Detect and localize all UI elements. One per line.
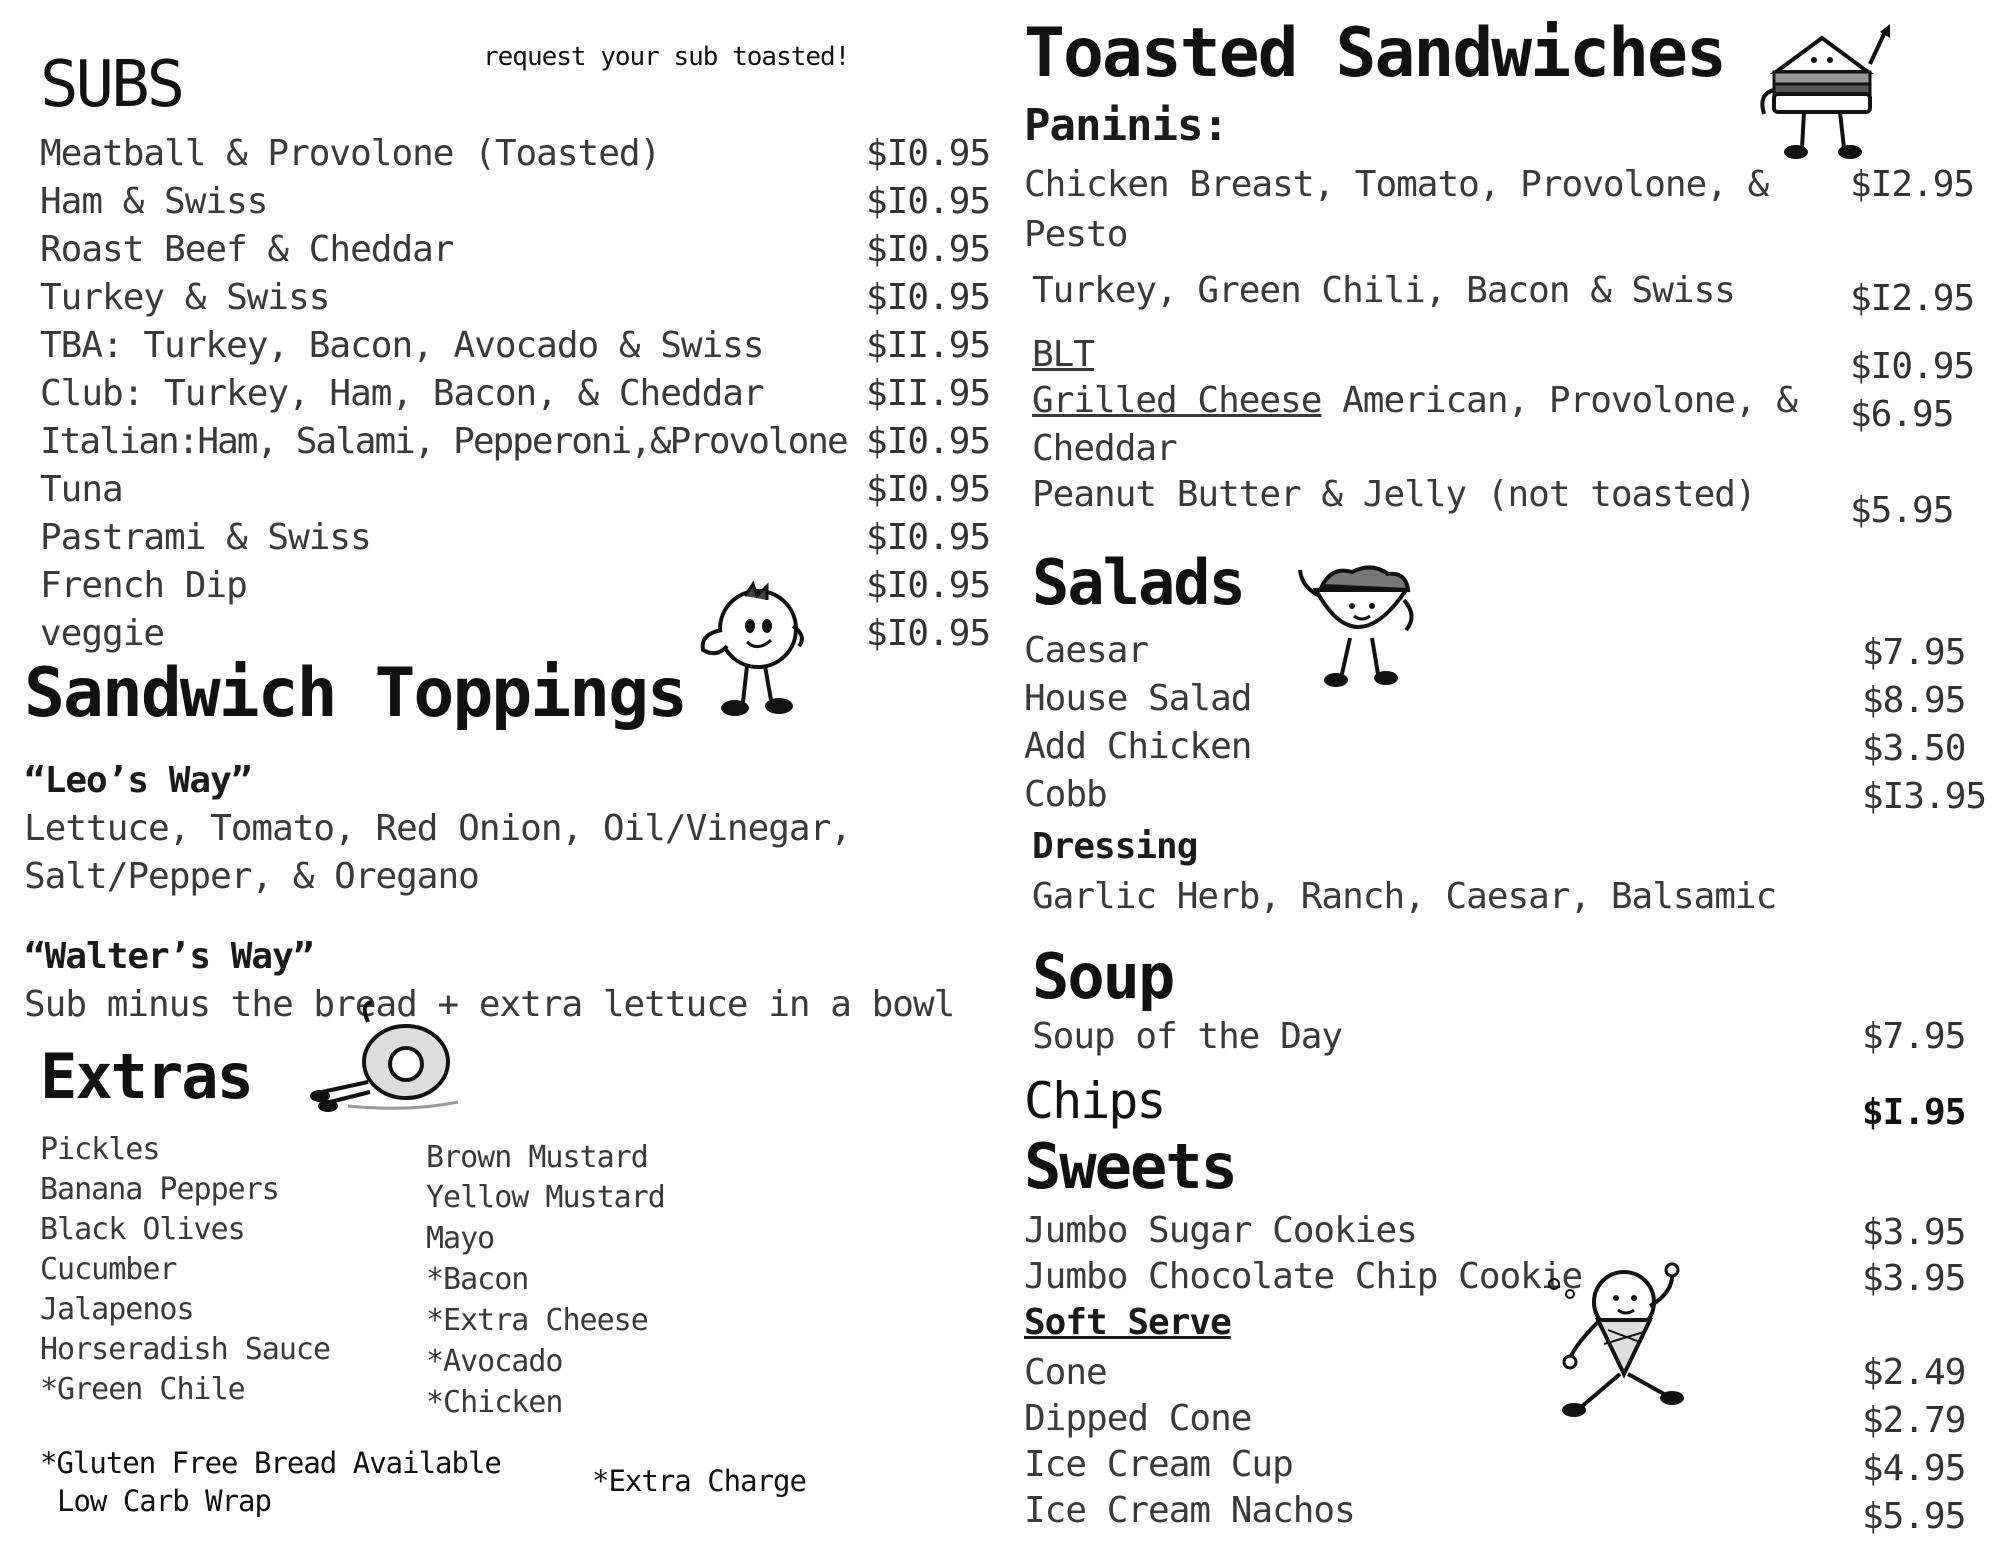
panini-name: Chicken Breast, Tomato, Provolone, & (1024, 164, 1769, 205)
grilled-cheese-name: Grilled Cheese (1032, 380, 1322, 421)
sweet-item-name: Jumbo Chocolate Chip Cookie (1024, 1256, 1583, 1297)
salads-title: Salads (1032, 546, 1244, 619)
extra-item: Black Olives (40, 1212, 245, 1247)
sub-item-name: Pastrami & Swiss (40, 517, 371, 558)
sub-item-name: Tuna (40, 469, 123, 510)
sub-item-name: Meatball & Provolone (Toasted) (40, 133, 661, 174)
grilled-cheese-desc-line2: Cheddar (1032, 428, 1177, 469)
extra-item: Banana Peppers (40, 1172, 279, 1207)
sandwich-mascot (1752, 24, 1892, 164)
panini-price: $I2.95 (1850, 278, 1975, 319)
sub-item-price: $I0.95 (866, 613, 991, 654)
subs-title: SUBS (40, 48, 183, 122)
extra-item: Horseradish Sauce (40, 1332, 331, 1367)
soft-serve-item-price: $5.95 (1862, 1496, 1966, 1537)
dressings-list: Garlic Herb, Ranch, Caesar, Balsamic (1032, 876, 1777, 917)
toasted-sandwiches-title: Toasted Sandwiches (1024, 14, 1725, 93)
sub-item-price: $I0.95 (866, 181, 991, 222)
salad-item-price: $I3.95 (1862, 776, 1987, 817)
extra-item: *Avocado (426, 1344, 563, 1379)
soft-serve-label: Soft Serve (1024, 1302, 1231, 1343)
toast-note: request your sub toasted! (483, 42, 850, 72)
extra-charge-note: *Extra Charge (592, 1464, 806, 1498)
sub-item-name: Club: Turkey, Ham, Bacon, & Cheddar (40, 373, 764, 414)
sub-item-price: $I0.95 (866, 229, 991, 270)
pbj-price: $5.95 (1850, 490, 1954, 531)
salad-bowl-mascot (1292, 560, 1422, 695)
soup-title: Soup (1032, 940, 1174, 1013)
soft-serve-item-price: $2.49 (1862, 1352, 1966, 1393)
extra-item: Pickles (40, 1132, 160, 1167)
chips-price: $I.95 (1862, 1092, 1966, 1133)
toppings-title: Sandwich Toppings (24, 654, 686, 733)
blt-name: BLT (1032, 334, 1095, 375)
grilled-cheese-price: $6.95 (1850, 394, 1954, 435)
sub-item-name: French Dip (40, 565, 247, 606)
sub-item-price: $II.95 (866, 373, 991, 414)
tomato-mascot (695, 574, 810, 724)
sub-item-name: Ham & Swiss (40, 181, 268, 222)
sub-item-price: $I0.95 (866, 277, 991, 318)
soup-item-name: Soup of the Day (1032, 1016, 1343, 1057)
extra-item: Jalapenos (40, 1292, 194, 1327)
walters-way-desc: Sub minus the bread + extra lettuce in a bowl (24, 984, 955, 1025)
extra-item: *Bacon (426, 1262, 529, 1297)
sub-item-price: $I0.95 (866, 421, 991, 462)
soft-serve-item-price: $2.79 (1862, 1400, 1966, 1441)
sub-item-price: $I0.95 (866, 517, 991, 558)
panini-name: Turkey, Green Chili, Bacon & Swiss (1032, 270, 1735, 311)
leos-way-desc: Salt/Pepper, & Oregano (24, 856, 479, 897)
salad-item-name: Cobb (1024, 774, 1107, 815)
salad-item-price: $7.95 (1862, 632, 1966, 673)
extra-item: *Green Chile (40, 1372, 245, 1407)
grilled-cheese-row (1032, 380, 1797, 421)
sub-item-price: $I0.95 (866, 469, 991, 510)
sub-item-price: $I0.95 (866, 133, 991, 174)
sub-item-name: Italian:Ham, Salami, Pepperoni,&Provolone (40, 421, 847, 462)
sweet-item-price: $3.95 (1862, 1258, 1966, 1299)
leos-way-title: “Leo’s Way” (24, 760, 252, 801)
sub-item-price: $II.95 (866, 325, 991, 366)
extra-item: Cucumber (40, 1252, 177, 1287)
panini-price: $I2.95 (1850, 164, 1975, 205)
extra-item: *Extra Cheese (426, 1303, 648, 1338)
sweet-item-price: $3.95 (1862, 1212, 1966, 1253)
dressing-label: Dressing (1032, 826, 1198, 867)
extra-item: Brown Mustard (426, 1140, 648, 1175)
soup-item-price: $7.95 (1862, 1016, 1966, 1057)
avocado-mascot (308, 1002, 468, 1112)
sub-item-name: Turkey & Swiss (40, 277, 330, 318)
soft-serve-item-name: Cone (1024, 1352, 1107, 1393)
extras-title: Extras (40, 1040, 252, 1113)
extra-item: Yellow Mustard (426, 1180, 665, 1215)
sweets-title: Sweets (1024, 1130, 1236, 1203)
grilled-cheese-desc: American, Provolone, & (1321, 380, 1797, 421)
salad-item-name: Add Chicken (1024, 726, 1252, 767)
blt-price: $I0.95 (1850, 346, 1975, 387)
soft-serve-item-name: Ice Cream Nachos (1024, 1490, 1355, 1531)
salad-item-price: $8.95 (1862, 680, 1966, 721)
leos-way-desc: Lettuce, Tomato, Red Onion, Oil/Vinegar, (24, 808, 851, 849)
extra-item: Mayo (426, 1221, 495, 1256)
soft-serve-item-name: Dipped Cone (1024, 1398, 1252, 1439)
chips-title: Chips (1024, 1072, 1165, 1130)
paninis-label: Paninis: (1024, 100, 1228, 151)
soft-serve-item-price: $4.95 (1862, 1448, 1966, 1489)
walters-way-title: “Walter’s Way” (24, 936, 314, 977)
salad-item-price: $3.50 (1862, 728, 1966, 769)
sub-item-name: Roast Beef & Cheddar (40, 229, 454, 270)
gluten-free-note: *Gluten Free Bread Available (40, 1446, 501, 1480)
extra-item: *Chicken (426, 1385, 563, 1420)
sub-item-name: TBA: Turkey, Bacon, Avocado & Swiss (40, 325, 764, 366)
pbj-name: Peanut Butter & Jelly (not toasted) (1032, 474, 1756, 515)
low-carb-note: Low Carb Wrap (57, 1484, 271, 1518)
sweet-item-name: Jumbo Sugar Cookies (1024, 1210, 1417, 1251)
sub-item-name: veggie (40, 613, 165, 654)
soft-serve-item-name: Ice Cream Cup (1024, 1444, 1293, 1485)
sub-item-price: $I0.95 (866, 565, 991, 606)
ice-cream-cone-mascot (1540, 1262, 1700, 1420)
panini-name: Pesto (1024, 214, 1128, 255)
salad-item-name: Caesar (1024, 630, 1149, 671)
salad-item-name: House Salad (1024, 678, 1252, 719)
